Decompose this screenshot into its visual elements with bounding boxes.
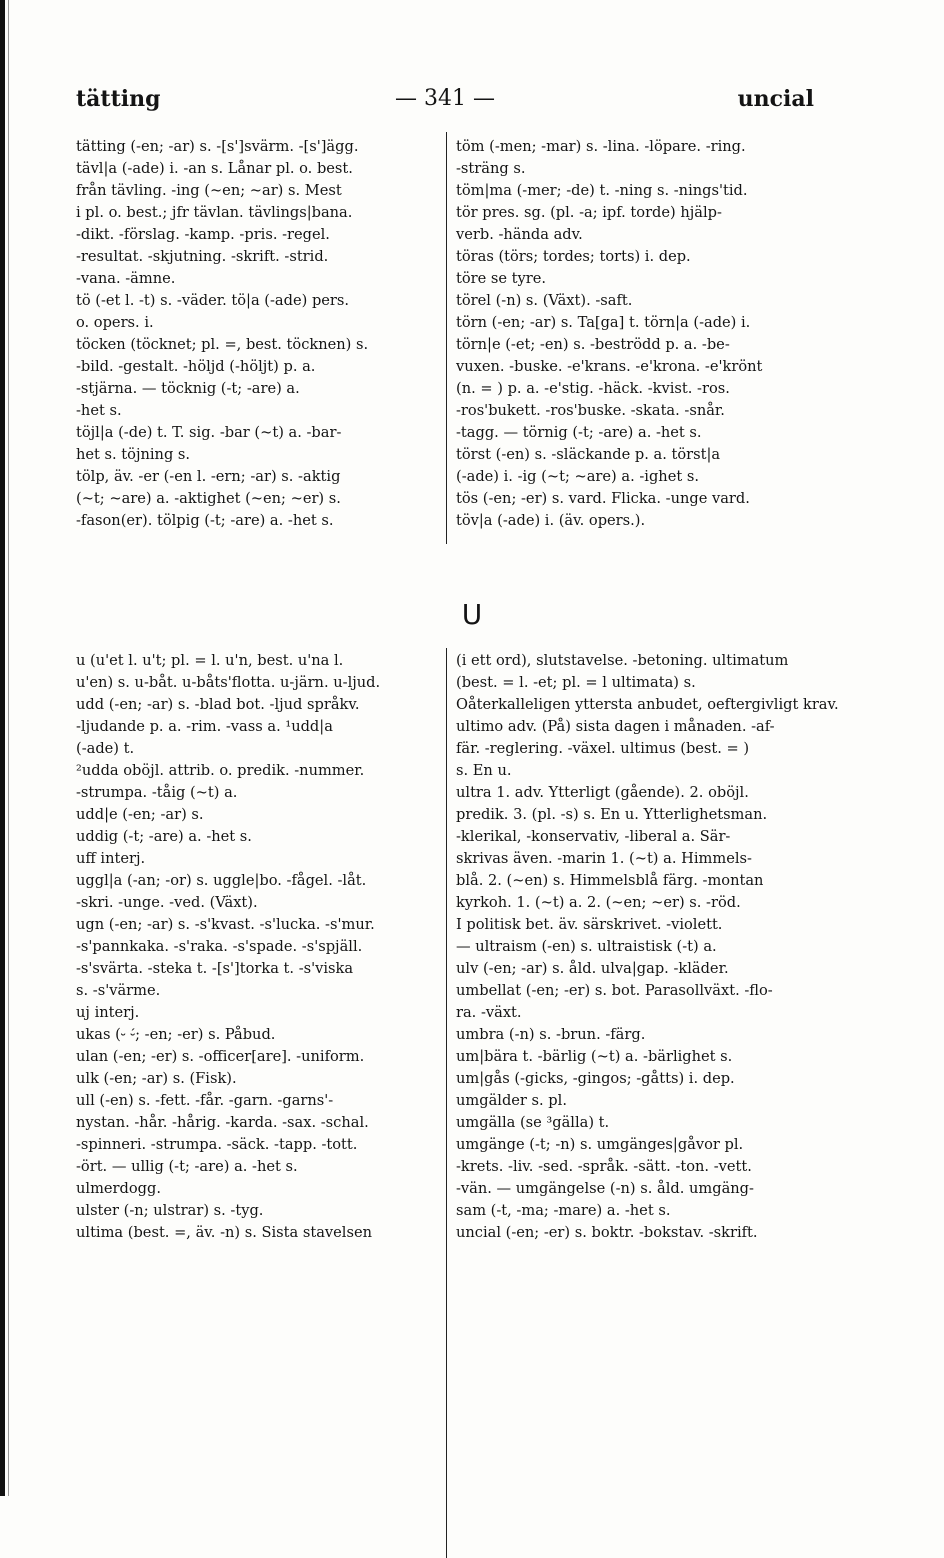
- dictionary-line: ukas (⏑ ⏑́; -en; -er) s. Påbud.: [76, 1026, 276, 1043]
- dictionary-line: töre se tyre.: [456, 270, 547, 287]
- dictionary-line: blå. 2. (~en) s. Himmelsblå färg. -montan: [456, 872, 764, 889]
- dictionary-line: ulster (-n; ulstrar) s. -tyg.: [76, 1202, 264, 1219]
- section-letter-heading: U: [461, 598, 483, 631]
- running-head-first-word: tätting: [76, 86, 161, 112]
- dictionary-line: ra. -växt.: [456, 1004, 522, 1021]
- dictionary-line: töv|a (-ade) i. (äv. opers.).: [456, 512, 646, 529]
- dictionary-line: -s'pannkaka. -s'raka. -s'spade. -s'spjäll.: [76, 938, 363, 955]
- column-divider-bottom: [446, 648, 447, 1558]
- dictionary-line: s. -s'värme.: [76, 982, 161, 999]
- dictionary-line: sam (-t, -ma; -mare) a. -het s.: [456, 1202, 671, 1219]
- dictionary-line: -vän. — umgängelse (-n) s. åld. umgäng-: [456, 1180, 754, 1197]
- dictionary-line: -sträng s.: [456, 160, 526, 177]
- dictionary-line: nystan. -hår. -hårig. -karda. -sax. -schal.: [76, 1114, 369, 1131]
- dictionary-line: törn|e (-et; -en) s. -beströdd p. a. -be-: [456, 336, 730, 353]
- dictionary-line: -het s.: [76, 402, 122, 419]
- dictionary-line: ulmerdogg.: [76, 1180, 161, 1197]
- dictionary-column-top-right: [456, 136, 820, 532]
- dictionary-column-bottom-left: [76, 650, 436, 1244]
- dictionary-line: vuxen. -buske. -e'krans. -e'krona. -e'krönt: [456, 358, 763, 375]
- dictionary-line: -spinneri. -strumpa. -säck. -tapp. -tott.: [76, 1136, 358, 1153]
- dictionary-line: uncial (-en; -er) s. boktr. -bokstav. -skrift.: [456, 1224, 758, 1241]
- dictionary-line: töjl|a (-de) t. T. sig. -bar (~t) a. -bar-: [76, 424, 342, 441]
- dictionary-line: um|gås (-gicks, -gingos; -gåtts) i. dep.: [456, 1070, 735, 1087]
- dictionary-line: ²udda oböjl. attrib. o. predik. -nummer.: [76, 762, 365, 779]
- dictionary-column-bottom-right: [456, 650, 839, 1244]
- dictionary-line: kyrkoh. 1. (~t) a. 2. (~en; ~er) s. -röd.: [456, 894, 741, 911]
- dictionary-line: törel (-n) s. (Växt). -saft.: [456, 292, 633, 309]
- dictionary-line: udd (-en; -ar) s. -blad bot. -ljud språkv.: [76, 696, 360, 713]
- dictionary-line: -krets. -liv. -sed. -språk. -sätt. -ton. -vett.: [456, 1158, 752, 1175]
- dictionary-line: törn (-en; -ar) s. Ta[ga] t. törn|a (-ade) i.: [456, 314, 751, 331]
- dictionary-line: skrivas även. -marin 1. (~t) a. Himmels-: [456, 850, 752, 867]
- dictionary-line: tätting (-en; -ar) s. -[s']svärm. -[s']ägg.: [76, 138, 359, 155]
- dictionary-line: ull (-en) s. -fett. -får. -garn. -garns'-: [76, 1092, 334, 1109]
- dictionary-line: ulan (-en; -er) s. -officer[are]. -uniform.: [76, 1048, 365, 1065]
- dictionary-line: töm|ma (-mer; -de) t. -ning s. -nings'tid.: [456, 182, 748, 199]
- running-header: [76, 86, 814, 120]
- dictionary-line: (best. = l. -et; pl. = l ultimata) s.: [456, 674, 696, 691]
- dictionary-line: -strumpa. -tåig (~t) a.: [76, 784, 238, 801]
- dictionary-line: -dikt. -förslag. -kamp. -pris. -regel.: [76, 226, 330, 243]
- dictionary-line: (n. = ) p. a. -e'stig. -häck. -kvist. -ros.: [456, 380, 730, 397]
- dictionary-line: töcken (töcknet; pl. =, best. töcknen) s.: [76, 336, 369, 353]
- dictionary-line: o. opers. i.: [76, 314, 154, 331]
- dictionary-line: -bild. -gestalt. -höljd (-höljt) p. a.: [76, 358, 316, 375]
- dictionary-line: töras (törs; tordes; torts) i. dep.: [456, 248, 691, 265]
- dictionary-line: -ört. — ullig (-t; -are) a. -het s.: [76, 1158, 298, 1175]
- dictionary-line: — ultraism (-en) s. ultraistisk (-t) a.: [456, 938, 717, 955]
- dictionary-line: u (u'et l. u't; pl. = l. u'n, best. u'na l.: [76, 652, 344, 669]
- dictionary-line: -skri. -unge. -ved. (Växt).: [76, 894, 258, 911]
- dictionary-line: uj interj.: [76, 1004, 140, 1021]
- dictionary-line: -ros'bukett. -ros'buske. -skata. -snår.: [456, 402, 725, 419]
- dictionary-line: I politisk bet. äv. särskrivet. -violett.: [456, 916, 723, 933]
- dictionary-line: umbra (-n) s. -brun. -färg.: [456, 1026, 646, 1043]
- dictionary-line: predik. 3. (pl. -s) s. En u. Ytterlighetsman.: [456, 806, 768, 823]
- dictionary-line: (-ade) i. -ig (~t; ~are) a. -ighet s.: [456, 468, 699, 485]
- dictionary-line: verb. -hända adv.: [456, 226, 583, 243]
- dictionary-line: i pl. o. best.; jfr tävlan. tävlings|bana.: [76, 204, 353, 221]
- dictionary-line: från tävling. -ing (~en; ~ar) s. Mest: [76, 182, 342, 199]
- dictionary-line: töm (-men; -mar) s. -lina. -löpare. -ring.: [456, 138, 746, 155]
- dictionary-line: uggl|a (-an; -or) s. uggle|bo. -fågel. -låt.: [76, 872, 367, 889]
- dictionary-line: ulv (-en; -ar) s. åld. ulva|gap. -kläder.: [456, 960, 729, 977]
- dictionary-line: umgänge (-t; -n) s. umgänges|gåvor pl.: [456, 1136, 744, 1153]
- dictionary-line: -fason(er). tölpig (-t; -are) a. -het s.: [76, 512, 334, 529]
- dictionary-line: -vana. -ämne.: [76, 270, 176, 287]
- dictionary-line: ugn (-en; -ar) s. -s'kvast. -s'lucka. -s'mur.: [76, 916, 375, 933]
- dictionary-column-top-left: [76, 136, 438, 532]
- page-edge-line: [8, 0, 9, 1496]
- dictionary-line: uff interj.: [76, 850, 146, 867]
- dictionary-line: (~t; ~are) a. -aktighet (~en; ~er) s.: [76, 490, 341, 507]
- dictionary-line: udd|e (-en; -ar) s.: [76, 806, 204, 823]
- dictionary-line: Oåterkalleligen yttersta anbudet, oeftergivligt krav.: [456, 696, 839, 713]
- dictionary-line: ulk (-en; -ar) s. (Fisk).: [76, 1070, 237, 1087]
- dictionary-line: -s'svärta. -steka t. -[s']torka t. -s'viska: [76, 960, 354, 977]
- dictionary-line: uddig (-t; -are) a. -het s.: [76, 828, 252, 845]
- dictionary-line: tävl|a (-ade) i. -an s. Lånar pl. o. best.: [76, 160, 353, 177]
- dictionary-line: umbellat (-en; -er) s. bot. Parasollväxt. -flo-: [456, 982, 773, 999]
- dictionary-line: het s. töjning s.: [76, 446, 191, 463]
- dictionary-line: -stjärna. — töcknig (-t; -are) a.: [76, 380, 300, 397]
- column-divider-top: [446, 132, 447, 544]
- dictionary-line: ultimo adv. (På) sista dagen i månaden. -af-: [456, 718, 775, 735]
- dictionary-line: -ljudande p. a. -rim. -vass a. ¹udd|a: [76, 718, 333, 735]
- dictionary-line: (i ett ord), slutstavelse. -betoning. ultimatum: [456, 652, 789, 669]
- dictionary-line: umgälder s. pl.: [456, 1092, 567, 1109]
- page-number: — 341 —: [395, 86, 495, 111]
- dictionary-line: tölp, äv. -er (-en l. -ern; -ar) s. -aktig: [76, 468, 341, 485]
- dictionary-line: tör pres. sg. (pl. -a; ipf. torde) hjälp-: [456, 204, 722, 221]
- dictionary-line: tös (-en; -er) s. vard. Flicka. -unge vard.: [456, 490, 750, 507]
- dictionary-line: tö (-et l. -t) s. -väder. tö|a (-ade) pers.: [76, 292, 350, 309]
- dictionary-line: (-ade) t.: [76, 740, 135, 757]
- dictionary-line: törst (-en) s. -släckande p. a. törst|a: [456, 446, 721, 463]
- page-edge: [0, 0, 5, 1496]
- running-head-last-word: uncial: [737, 86, 814, 112]
- dictionary-line: ultra 1. adv. Ytterligt (gående). 2. oböjl.: [456, 784, 749, 801]
- dictionary-line: -tagg. — törnig (-t; -are) a. -het s.: [456, 424, 702, 441]
- dictionary-line: u'en) s. u-båt. u-båts'flotta. u-järn. u-ljud.: [76, 674, 381, 691]
- dictionary-line: um|bära t. -bärlig (~t) a. -bärlighet s.: [456, 1048, 733, 1065]
- dictionary-line: s. En u.: [456, 762, 512, 779]
- dictionary-line: -klerikal, -konservativ, -liberal a. Sär-: [456, 828, 731, 845]
- dictionary-line: -resultat. -skjutning. -skrift. -strid.: [76, 248, 329, 265]
- dictionary-line: umgälla (se ³gälla) t.: [456, 1114, 610, 1131]
- dictionary-line: ultima (best. =, äv. -n) s. Sista stavelsen: [76, 1224, 372, 1241]
- dictionary-line: fär. -reglering. -växel. ultimus (best. = ): [456, 740, 750, 757]
